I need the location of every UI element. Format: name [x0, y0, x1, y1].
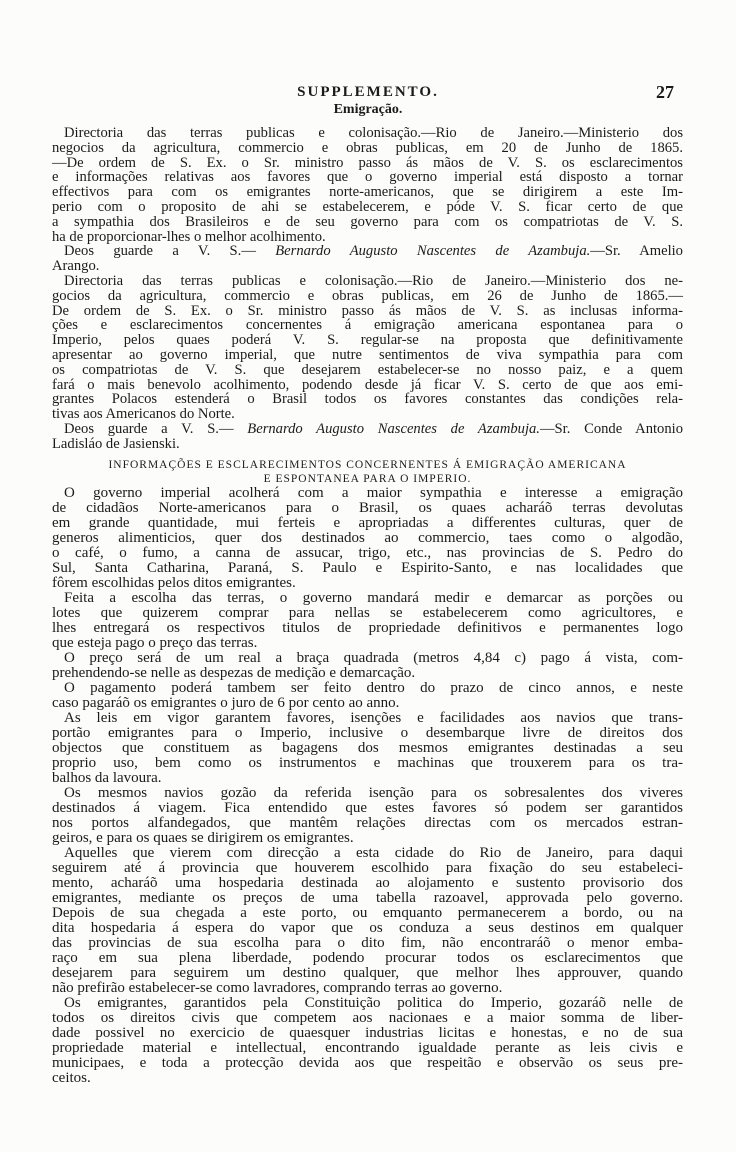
text-line: nos portos alfandegados, que mantêm relações directas com os mercados estran-	[52, 815, 683, 831]
text-line: balhos da lavoura.	[52, 770, 162, 786]
text-line: generos alimenticios, quer dos destinados ao commercio, taes como o algodão,	[52, 530, 683, 546]
text-line: dade possivel no exercicio de quaesquer industrias licitas e honestas, e no de sua	[52, 1025, 683, 1041]
text-line: a sympathia dos Brasileiros e de seu governo para com os compatriotas de V. S.	[52, 213, 683, 230]
text-line: O governo imperial acolherá com a maior sympathia e interesse a emigração	[64, 485, 683, 501]
paragraph	[52, 126, 683, 244]
paragraph	[52, 681, 683, 711]
section-title: Emigração.	[333, 102, 403, 117]
text-line: —De ordem de S. Ex. o Sr. ministro passo ás mãos de V. S. os esclarecimentos	[52, 154, 683, 171]
heading-line: INFORMAÇÕES E ESCLARECIMENTOS CONCERNENTES Á EMIGRAÇÃO AMERICANA	[108, 459, 627, 471]
text-line: não prefirão estabelecer-se como lavradores, comprando terras ao governo.	[52, 980, 503, 996]
text-line: mento, acharáõ uma hospedaria destinada ao alojamento e sustento provisorio dos	[52, 875, 683, 891]
text-line: o café, o fumo, a canna de assucar, trigo, etc., nas provincias de S. Pedro do	[52, 545, 683, 561]
text-line: ha de proporcionar-lhes o melhor acolhimento.	[52, 228, 326, 245]
text-line: Imperio, pelos quaes poderá V. S. regular-se na proposta que definitivamente	[52, 332, 683, 349]
text-line: ções e esclarecimentos concernentes á emigração americana espontanea para o	[52, 317, 683, 334]
text-line: As leis em vigor garantem favores, isenções e facilidades aos navios que trans-	[64, 710, 683, 726]
text-line: Ladisláo de Jasienski.	[52, 435, 180, 452]
text-line: Depois de sua chegada a este porto, ou emquanto permanecerem a bordo, ou na	[52, 905, 683, 921]
text-line: grantes Polacos estenderá o Brasil todos os favores constantes das condições rela-	[52, 391, 683, 408]
text-segment: —Sr. Amelio	[590, 243, 683, 260]
text-line: das provincias de sua escolha para o dito fim, não encontraráõ o menor emba-	[52, 935, 683, 951]
text-line: Sul, Santa Catharina, Paraná, S. Paulo e Espirito-Santo, e nas localidades que	[52, 560, 683, 576]
paragraph	[52, 711, 683, 786]
page-number: 27	[656, 82, 674, 102]
paragraph	[52, 996, 683, 1086]
information-heading	[52, 458, 683, 486]
text-line: Os mesmos navios gozão da referida isenção para os sobresalentes dos viveres	[64, 785, 683, 801]
text-line: que esteja pago o preço das terras.	[52, 635, 258, 651]
text-line: municipaes, e toda a protecção devida aos que respeitão e observão os seus pre-	[52, 1055, 683, 1071]
text-line	[52, 244, 683, 259]
text-line: emigrantes, mediante os preços de uma tabella razoavel, approvada pelo governo.	[52, 890, 683, 906]
text-line: De ordem de S. Ex. o Sr. ministro passo ás mãos de V. S. as inclusas informa-	[52, 302, 683, 319]
text-line: prehendendo-se nelle as despezas de medição e demarcação.	[52, 665, 416, 681]
text-line: Feita a escolha das terras, o governo mandará medir e demarcar as porções ou	[64, 590, 683, 606]
text-line: fôrem escolhidas pelos ditos emigrantes.	[52, 575, 296, 591]
information-body	[52, 486, 683, 1086]
text-line: de cidadãos Norte-americanos para o Brasil, os quaes acharáõ terras devolutas	[52, 500, 683, 516]
text-line: ceitos.	[52, 1070, 91, 1086]
text-line: fará o mais benevolo acolhimento, podendo desde já ficar V. S. certo de que aos emi-	[52, 376, 683, 393]
text-segment: Deos guarde a V. S.—	[64, 420, 248, 437]
paragraph	[52, 244, 683, 274]
paragraph	[52, 651, 683, 681]
text-line: raço em sua plena liberdade, podendo procurar todos os esclarecimentos que	[52, 950, 683, 966]
text-line: lotes que quizerem comprar para nellas se estabelecerem como agricultores, e	[52, 605, 683, 621]
text-line: perio com o proposito de ahi se estabelecerem, e póde V. S. ficar certo de que	[52, 198, 683, 215]
text-segment: —Sr. Conde Antonio	[539, 420, 683, 437]
paragraph	[52, 274, 683, 422]
text-line	[52, 422, 683, 437]
signatory-name: Bernardo Augusto Nascentes de Azambuja.	[247, 420, 540, 437]
text-line: gocios da agricultura, commercio e obras publicas, em 26 de Junho de 1865.—	[52, 287, 683, 304]
text-line: Directoria das terras publicas e colonisação.—Rio de Janeiro.—Ministerio dos ne-	[64, 272, 683, 289]
text-line: destinados á viagem. Fica entendido que estes favores só podem ser garantidos	[52, 800, 683, 816]
text-line: Arango.	[52, 258, 100, 275]
text-line: Os emigrantes, garantidos pela Constituição politica do Imperio, gozaráõ nelle de	[64, 995, 683, 1011]
text-line: caso pagaráõ os emigrantes o juro de 6 por cento ao anno.	[52, 695, 400, 711]
text-line: Aquelles que vierem com direcção a esta cidade do Rio de Janeiro, para daqui	[64, 845, 683, 861]
text-line: desejarem para seguirem um destino qualquer, que melhor lhes approuver, quando	[52, 965, 683, 981]
text-line: propriedade material e intellectual, encontrando igualdade perante as leis civis e	[52, 1040, 683, 1056]
text-line: objectos que constituem as bagagens dos mesmos emigrantes destinadas a seu	[52, 740, 683, 756]
text-line: em grande quantidade, mui ferteis e apropriadas a differentes culturas, quer de	[52, 515, 683, 531]
text-line: portão emigrantes para o Imperio, inclusive o desembarque livre de direitos dos	[52, 725, 683, 741]
paragraph	[52, 591, 683, 651]
text-line: todos os direitos civis que competem aos nacionaes e a maior somma de liber-	[52, 1010, 683, 1026]
text-line: tivas aos Americanos do Norte.	[52, 406, 235, 423]
text-line: seguirem até á provincia que houverem escolhido para fixação do seu estabeleci-	[52, 860, 683, 876]
text-line: dita hospedaria á espera do vapor que os conduza a seus destinos em qualquer	[52, 920, 683, 936]
paragraph	[52, 486, 683, 591]
text-line: geiros, e para os quaes se dirigirem os emigrantes.	[52, 830, 354, 846]
text-line: lhes entregará os respectivos titulos de propriedade definitivos e permanentes logo	[52, 620, 683, 636]
running-header-title: SUPPLEMENTO.	[297, 84, 439, 100]
text-line: effectivos para com os emigrantes norte-americanos, que se dirigirem a este Im-	[52, 184, 683, 201]
text-line: O pagamento poderá tambem ser feito dentro do prazo de cinco annos, e neste	[64, 680, 683, 696]
official-letters	[52, 126, 683, 452]
paragraph	[52, 422, 683, 452]
paragraph	[52, 846, 683, 996]
text-segment: Deos guarde a V. S.—	[64, 243, 276, 260]
text-line: Directoria das terras publicas e colonisação.—Rio de Janeiro.—Ministerio dos	[64, 125, 683, 141]
paragraph	[52, 786, 683, 846]
text-line: apresentar ao governo imperial, que nutre sentimentos de viva sympathia para com	[52, 346, 683, 363]
text-line: e informações relativas aos favores que o governo imperial está disposto a tornar	[52, 169, 683, 186]
heading-line: E ESPONTANEA PARA O IMPERIO.	[263, 473, 472, 485]
text-line: negocios da agricultura, commercio e obras publicas, em 20 de Junho de 1865.	[52, 139, 683, 156]
signatory-name: Bernardo Augusto Nascentes de Azambuja.	[275, 243, 591, 260]
text-line: proprio uso, bem como os instrumentos e machinas que trouxerem para os tra-	[52, 755, 683, 771]
text-line: O preço será de um real a braça quadrada (metros 4,84 c) pago á vista, com-	[64, 650, 683, 666]
text-line: os compatriotas de V. S. que desejarem estabelecer-se no nosso paiz, e a quem	[52, 361, 683, 378]
